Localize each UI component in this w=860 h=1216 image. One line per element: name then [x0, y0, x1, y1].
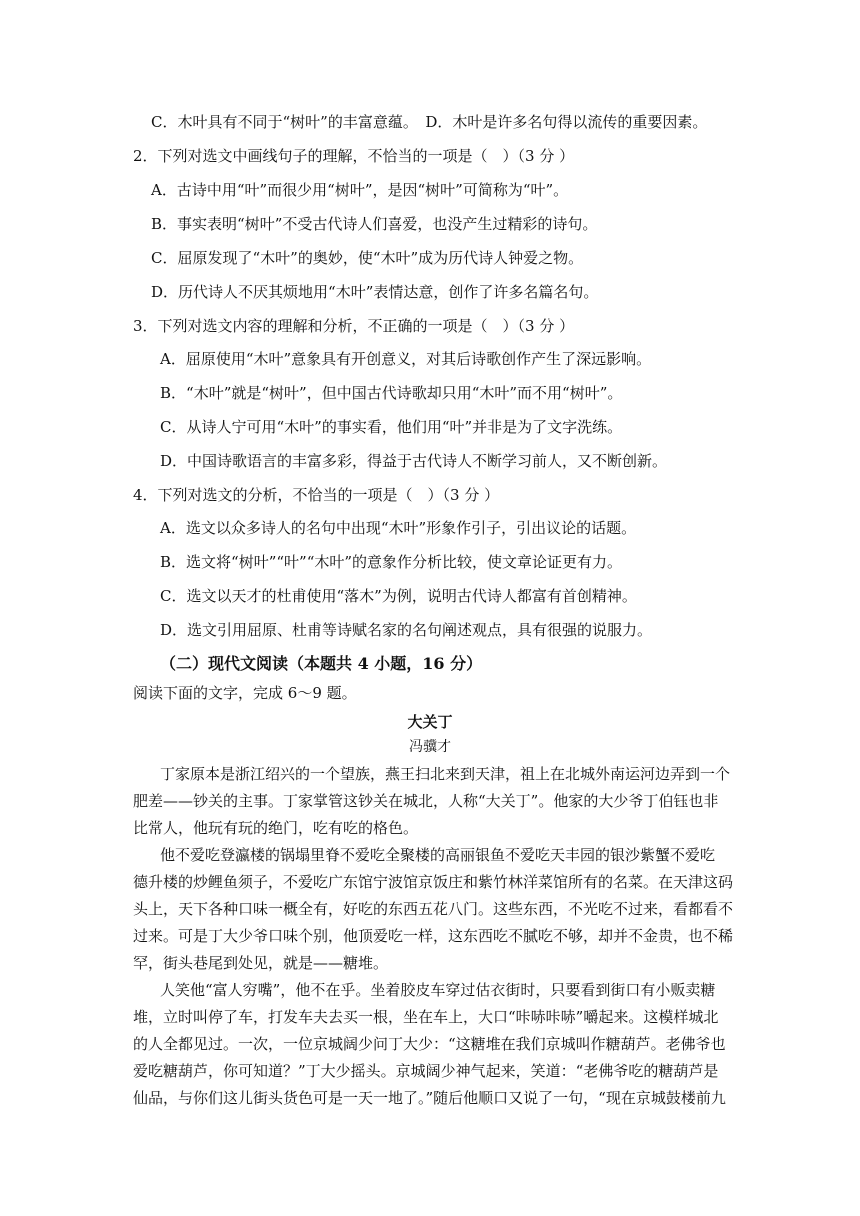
- passage-line: 的人全都见过。一次，一位京城阔少问丁大少：“这糖堆在我们京城叫作糖葫芦。老佛爷也: [133, 1035, 726, 1053]
- question-2-option-b: B．事实表明“树叶”不受古代诗人们喜爱，也没产生过精彩的诗句。: [151, 215, 598, 233]
- passage-line: 肥差——钞关的主事。丁家掌管这钞关在城北，人称“大关丁”。他家的大少爷丁伯钰也非: [133, 792, 719, 810]
- question-2-option-d: D．历代诗人不厌其烦地用“木叶”表情达意，创作了许多名篇名句。: [151, 283, 599, 301]
- passage-line: 他不爱吃登瀛楼的锅塌里脊不爱吃全聚楼的高丽银鱼不爱吃天丰园的银沙紫蟹不爱吃: [160, 846, 716, 864]
- question-1-options-cd: C．木叶具有不同于“树叶”的丰富意蕴。 D．木叶是许多名句得以流传的重要因素。: [151, 113, 708, 131]
- question-2-option-a: A．古诗中用“叶”而很少用“树叶”，是因“树叶”可简称为“叶”。: [151, 181, 569, 199]
- passage-line: 人笑他“富人穷嘴”，他不在乎。坐着胶皮车穿过估衣街时，只要看到街口有小贩卖糖: [160, 981, 716, 999]
- passage-line: 过来。可是丁大少爷口味个别，他顶爱吃一样，这东西吃不腻吃不够，却并不金贵，也不稀: [133, 927, 734, 945]
- passage-line: 爱吃糖葫芦，你可知道？”丁大少摇头。京城阔少神气起来，笑道：“老佛爷吃的糖葫芦是: [133, 1062, 719, 1080]
- passage-line: 比常人，他玩有玩的绝门，吃有吃的格色。: [133, 819, 419, 837]
- passage-line: 仙品，与你们这儿街头货色可是一天一地了。”随后他顺口又说了一句，“现在京城鼓楼前九: [133, 1089, 726, 1107]
- question-4-option-a: A．选文以众多诗人的名句中出现“木叶”形象作引子，引出议论的话题。: [160, 519, 637, 537]
- passage-line: 德升楼的炒鲤鱼须子，不爱吃广东馆宁波馆京饭庄和紫竹林洋菜馆所有的名菜。在天津这码: [133, 873, 734, 891]
- passage-author: 冯骥才: [409, 739, 451, 755]
- question-3-option-c: C．从诗人宁可用“木叶”的事实看，他们用“叶”并非是为了文字洗练。: [160, 418, 623, 436]
- question-3-option-a: A．屈原使用“木叶”意象具有开创意义，对其后诗歌创作产生了深远影响。: [160, 350, 652, 368]
- passage-title: 大关丁: [407, 713, 453, 731]
- question-3-stem: 3．下列对选文内容的理解和分析，不正确的一项是（ ）（3 分 ）: [133, 317, 575, 335]
- section-heading: （二）现代文阅读（本题共 4 小题，16 分）: [160, 654, 483, 673]
- question-3-option-b: B．“木叶”就是“树叶”，但中国古代诗歌却只用“木叶”而不用“树叶”。: [160, 384, 623, 402]
- question-4-option-b: B．选文将“树叶”“叶”“木叶”的意象作分析比较，使文章论证更有力。: [160, 553, 623, 571]
- question-4-option-c: C．选文以天才的杜甫使用“落木”为例，说明古代诗人都富有首创精神。: [160, 587, 637, 605]
- passage-line: 丁家原本是浙江绍兴的一个望族，燕王扫北来到天津，祖上在北城外南运河边弄到一个: [160, 765, 731, 783]
- question-4-stem: 4．下列对选文的分析，不恰当的一项是（ ）（3 分 ）: [133, 486, 500, 504]
- question-2-stem: 2．下列对选文中画线句子的理解，不恰当的一项是（ ）（3 分 ）: [133, 147, 575, 165]
- passage-line: 罕，街头巷尾到处见，就是——糖堆。: [133, 954, 389, 972]
- passage-line: 堆，立时叫停了车，打发车夫去买一根，坐在车上，大口“咔哧咔哧”嚼起来。这模样城北: [133, 1008, 719, 1026]
- passage-line: 头上，天下各种口味一概全有，好吃的东西五花八门。这些东西，不光吃不过来，看都看不: [133, 900, 734, 918]
- question-4-option-d: D．选文引用屈原、杜甫等诗赋名家的名句阐述观点，具有很强的说服力。: [160, 621, 653, 639]
- question-3-option-d: D．中国诗歌语言的丰富多彩，得益于古代诗人不断学习前人，又不断创新。: [160, 452, 668, 470]
- reading-instruction: 阅读下面的文字，完成 6～9 题。: [133, 684, 357, 702]
- question-2-option-c: C．屈原发现了“木叶”的奥妙，使“木叶”成为历代诗人钟爱之物。: [151, 249, 584, 267]
